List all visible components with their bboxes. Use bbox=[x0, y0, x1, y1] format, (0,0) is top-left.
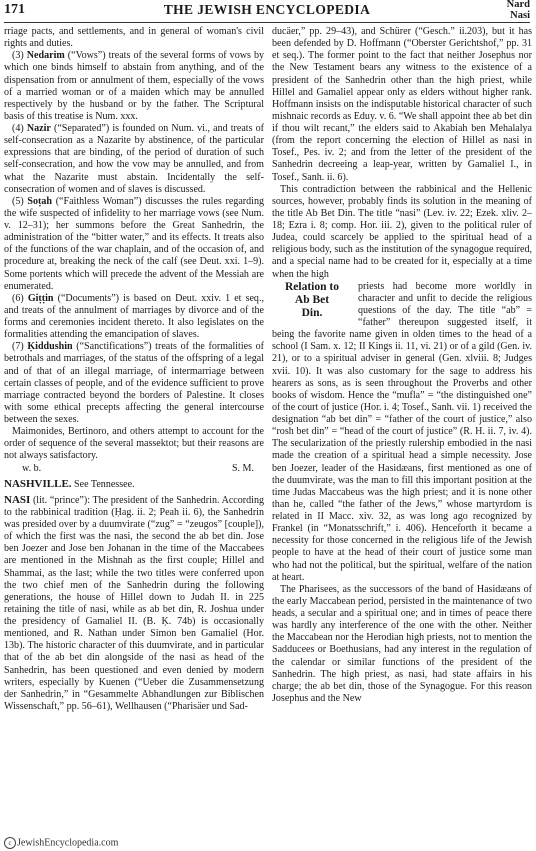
running-title: THE JEWISH ENCYCLOPEDIA bbox=[163, 2, 371, 17]
copyright-icon: c bbox=[4, 837, 16, 849]
term-gittin: Giṭṭin bbox=[27, 292, 54, 304]
paragraph-nedarim bbox=[4, 50, 264, 123]
catchword-top: Nard bbox=[506, 0, 530, 10]
paragraph: rriage pacts, and settlements, and in general of woman's civil rights and duties. bbox=[4, 26, 264, 50]
paragraph-text: (lit. “prince”): The president of the Sanhedrin. According to the rabbinical tradition (Ḥag. ii. 2; Peah ii. 6), the Sanhedrin was presided over by a duumvirate (“zug” = “zeugos” [couple]), of which the first was the nasi, the second the ab bet din. Jose ben Joezer and Jose ben Johanan in the time of the Maccabees are mentioned in the Mishnah as the first couple; Hillel and Shammai, as the last; while the two titles were conferred upon the two chief men of the Sanhedrin during the following generations, the house of Hillel down to Judah II. in 225 retaining the title of nasi, while as ab bet din, R. Joshua under the presidency of Gamaliel II. (B. Ḳ. 74b) is occasionally mentioned, and R. Nathan under Simon ben Gamaliel (Hor. 13b). The historic character of this duumvirate, and in particular that of the ab bet din alongside of the nasi as head of the Sanhedrin, has been questioned and even denied by modern writers, especially by Kuenen (“Ueber die Zusammensetzung der Sanhedrin,” in “Gesammelte Abhandlungen zur Biblischen Wissenschaft,” pp. 56–61), Wellhausen (“Pharisäer und Sad- bbox=[4, 494, 264, 712]
paragraph-text: (“Separated”) is founded on Num. vi., and treats of self-consecration as a Nazarite by abstinence, of the particular expressions that are binding, of the period of duration of such self-consecration, and how the vow may be annulled, and from what the Nazarite must abstain. Incidentally the self-consecration of women and of slaves is discussed. bbox=[4, 123, 264, 195]
term-sotah: Soṭah bbox=[27, 195, 52, 207]
item-number: (7) bbox=[12, 341, 28, 353]
paragraph: priests had become more worldly in character and unfit to decide the religious questions of the day. The title “ab” = “father” thereupon suggested itself, it being the favorite name given in olden times to the head of a school (I Sam. x. 12; II Kings ii. 11, vi. 21) or of a gild (Gen. iv. 21), or to a spiritual adviser in general (Gen. xlviii. 8; Judges xvii. 10). It was also customary for the sage to address his hearers as sons, as is seen throughout the Proverbs and other books of wisdom. Hence the “mufla” = “the distinguished one” of the court of justice (Hor. i. 4; Tosef., Sanh. vii. 1) received the designation “ab bet din” = “father of the court of justice,” also “rosh bet din” = “head of the court of justice” (R. H. ii. 7, iv. 4). The secularization of the priestly rulership embodied in the nasi made the creation of a spiritual head a simple necessity. Jose ben Joezer, leader of the Hasidæans, first mentioned as one of the duumvirate, was the man to fill this important position at the time Judas Maccabeus was the high priest; and it is none other than he, called “the father of the Jews,” whose martyrdom is related in II Macc. xiv. 32, as was long ago recognized by Frankel (in “Monatsschrift,” i. 406). Henceforth it became a necessity for those concerned in the religious life of the Jewish people to have at the head of their court of justice some man who had not the political, but the spiritual, welfare of the nation at heart. bbox=[272, 280, 532, 583]
paragraph: ducäer,” pp. 29–43), and Schürer (“Gesch.” ii.203), but it has been defended by D. Hoffmann (“Oberster Gerichtshof,” pp. 31 et seq.). The former point to the fact that neither Josephus nor the New Testament bears any witness to the existence of a president of the Sanhedrin other than the high priest, while Hillel and Gamaliel appear only as elders without higher rank. Hoffmann insists on the indisputable historical character of such mishnaic records as Eduy. v. 6. “We shall appoint thee ab bet din if thou wilt recant,” the elders said to Akabiah ben Mehalalya (from the report concerning the election of Hillel as nasi in Tosef., Pes. iv. 2; and from the letter of the president of the Sanhedrin decreeing a leap-year, written by Gamaliel I., in Tosef., Sanh. ii. 6). bbox=[272, 26, 532, 183]
header-rule bbox=[4, 22, 530, 23]
footer-text: JewishEncyclopedia.com bbox=[17, 837, 119, 849]
signature-right: S. M. bbox=[231, 462, 254, 474]
signature-left: w. b. bbox=[22, 462, 42, 474]
cross-reference: See Tennessee. bbox=[71, 478, 135, 490]
page-number: 171 bbox=[4, 2, 25, 17]
footer-watermark bbox=[4, 837, 118, 849]
catchwords bbox=[507, 0, 530, 21]
paragraph: This contradiction between the rabbinical and the Hellenic sources, however, probably finds its solution in the meaning of the title Ab Bet Din. The title “nasi” (Lev. iv. 22; Ezek. xliv. 2–18; Ezra i. 8; comp. Hor. iii. 2), given to the political ruler of Judea, could scarcely be applied to the spiritual head of a religious body, such as the institution of the synagogue required, and a special name had to be created for it, especially at a time when the high bbox=[272, 183, 532, 280]
paragraph: Maimonides, Bertinoro, and others attempt to account for the order of sequence of the several massektot; but their reasons are not always satisfactory. bbox=[4, 426, 264, 462]
side-heading bbox=[272, 281, 352, 320]
item-number: (4) bbox=[12, 123, 27, 134]
side-heading-line: Relation to bbox=[285, 280, 339, 293]
item-number: (3) bbox=[12, 50, 27, 62]
term-kiddushin: Ḳiddushin bbox=[27, 341, 73, 353]
paragraph-text: (“Sanctifications”) treats of the formalities of betrothals and marriages, of the status of the offspring of a legal and of that of an illegal marriage, of intermarriage between certain classes of people, and of the evidence sufficient to prove marriage contracted beyond the borders of Palestine. It closes with some ethical precepts affecting the general intercourse between the sexes. bbox=[4, 341, 264, 425]
entry-nasi bbox=[4, 494, 264, 713]
term-nazir: Nazir bbox=[26, 123, 51, 134]
entry-heading: NASHVILLE. bbox=[4, 477, 72, 490]
paragraph-text: (“Vows”) treats of the several forms of vows by which one binds himself to abstain from anything, and of the dispensation from or annulment of them, especially of the vows of a married woman or of a maiden which may be annulled respectively by the husband or by the father. The Scriptural basis of this treatise is Num. xxx. bbox=[4, 50, 264, 122]
page-header bbox=[4, 0, 530, 22]
paragraph-sotah bbox=[4, 196, 264, 293]
entry-heading: NASI bbox=[4, 493, 31, 506]
paragraph-kiddushin bbox=[4, 341, 264, 426]
catchword-bottom: Nasi bbox=[510, 9, 530, 21]
paragraph: The Pharisees, as the successors of the band of Hasidæans of the early Maccabean period, persisted in the maintenance of two heads, a secular and a spiritual one; and in times of peace there was hardly any interference of the one with the other. Neither the Maccabean nor the Herodian high priests, not to mention the Sadducees or Boethusians, had any interest in the regulation of the calendar or similar functions of the president of the Sanhedrin. The high priest, as nasi, had state affairs in his charge; the ab bet din, those of the Synagogue. For this reason Josephus and the New bbox=[272, 583, 532, 704]
item-number: (6) bbox=[12, 292, 28, 304]
item-number: (5) bbox=[12, 195, 28, 207]
author-signature bbox=[4, 463, 264, 475]
term-nedarim: Nedarim bbox=[26, 50, 65, 62]
paragraph-text: (“Faithless Woman”) discusses the rules regarding the wife suspected of infidelity to her marriage vows (see Num. v. 12–31); her summons before the Great Sanhedrin, the administration of the “bitter water,” and its effects. It treats also of the functions of the war chaplain, and of the occasion of, and procedure at, breaking the neck of the calf (see Deut. xxi. 1–9). Some portents which will precede the advent of the Messiah are enumerated. bbox=[4, 195, 265, 292]
side-heading-line: Ab Bet bbox=[294, 293, 330, 306]
paragraph-text: (“Documents”) is based on Deut. xxiv. 1 et seq., and treats of the annulment of marriages by divorce and of the forms and ceremonies incident thereto. It also legislates on the formalities attending the emancipation of slaves. bbox=[4, 292, 264, 341]
right-column bbox=[272, 26, 532, 705]
left-column bbox=[4, 26, 264, 713]
side-heading-line: Din. bbox=[301, 306, 323, 319]
entry-nashville bbox=[4, 478, 264, 491]
paragraph-gittin bbox=[4, 293, 264, 342]
paragraph-nazir bbox=[4, 123, 264, 196]
